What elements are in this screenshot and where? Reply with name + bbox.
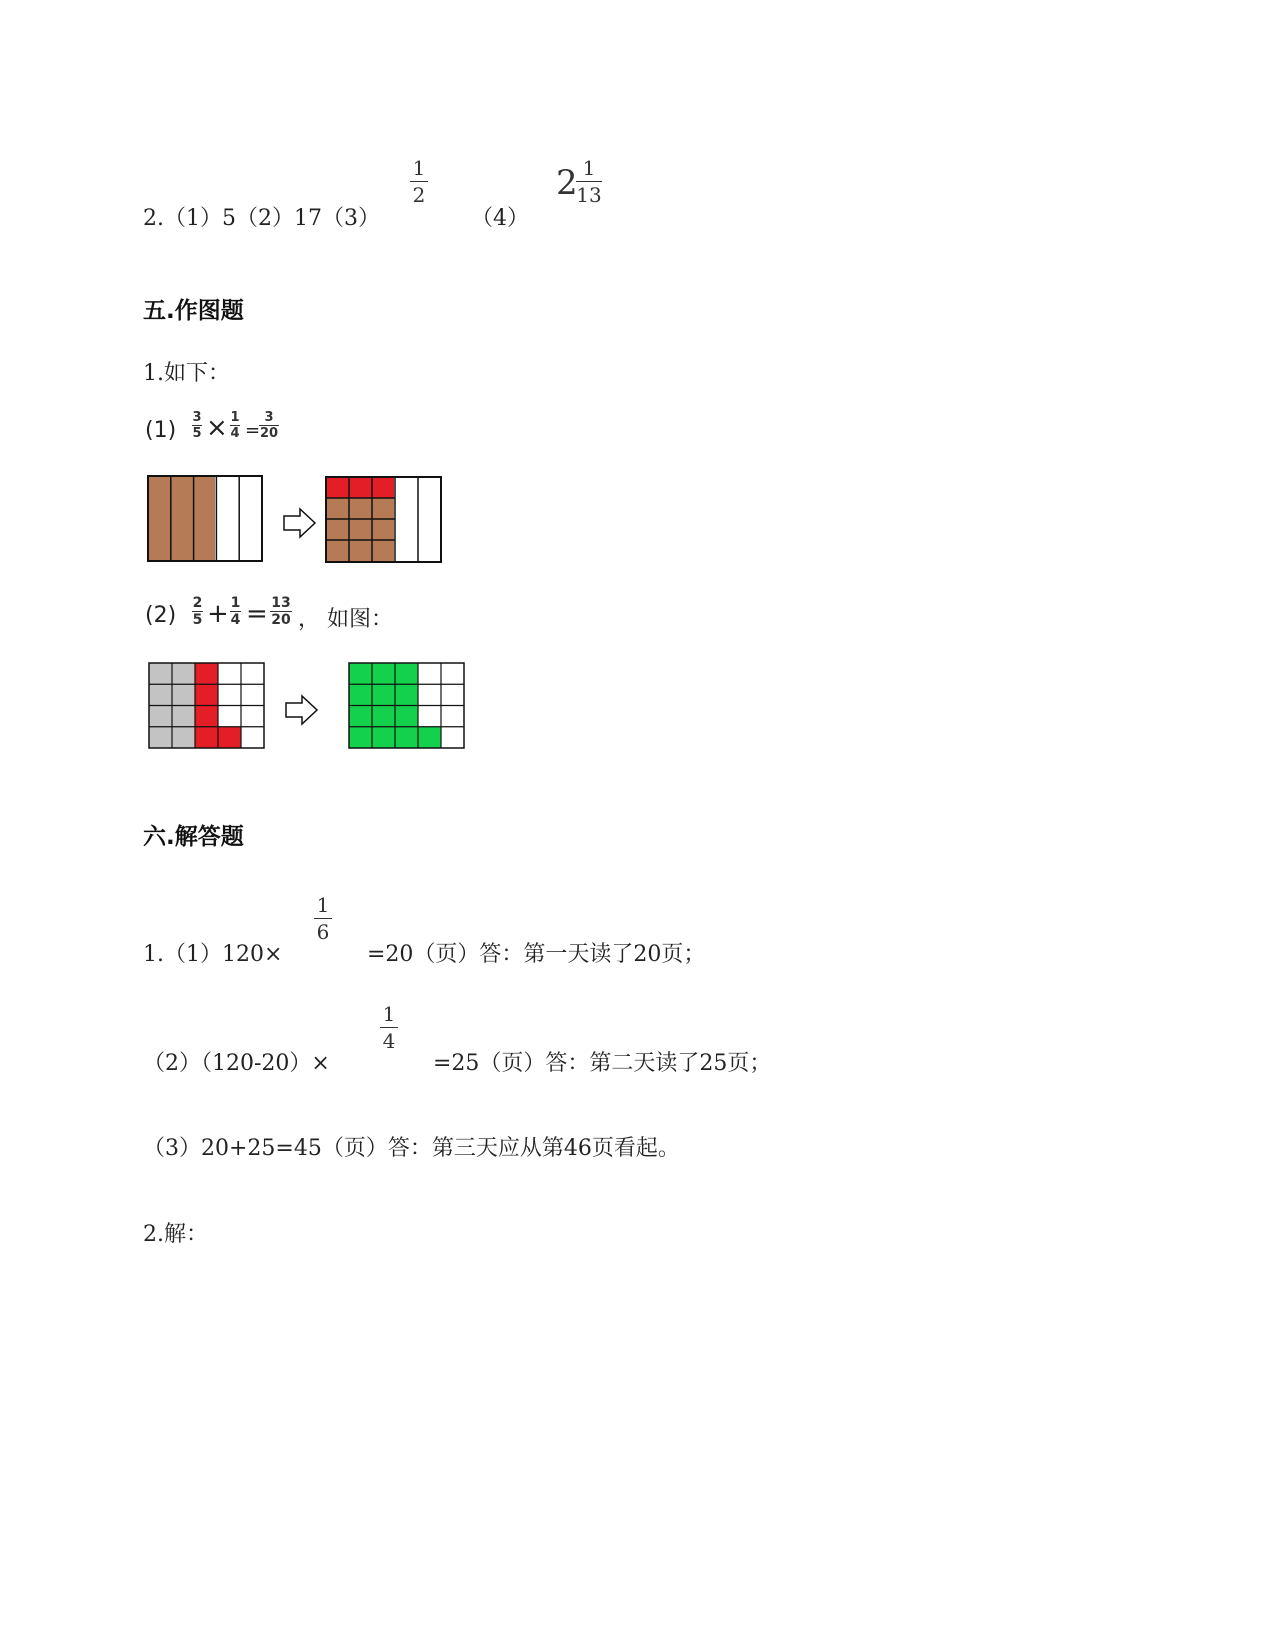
- fraction-bar: [380, 1027, 398, 1028]
- s6-line2-fraction: [380, 1004, 398, 1051]
- part1-operator: ×: [206, 413, 228, 443]
- part2-diagram-after: [348, 662, 465, 749]
- s6-item2: 2.解：: [143, 1222, 208, 1247]
- fraction-denominator: 5: [192, 612, 203, 628]
- part1-frac-b: [230, 411, 240, 440]
- q2-mixed-fraction: [576, 158, 602, 205]
- part2-operator: +: [207, 599, 229, 629]
- part2-frac-result: [270, 596, 292, 627]
- fraction-numerator: 3: [192, 410, 202, 425]
- part2-frac-a: [192, 596, 203, 627]
- fraction-numerator: 13: [271, 595, 291, 611]
- part2-tail: ， 如图：: [298, 607, 393, 632]
- fraction-denominator: 20: [259, 426, 279, 441]
- part1-frac-a: [192, 411, 202, 440]
- part1-label: (1): [145, 418, 177, 443]
- q2-fraction-3: [410, 158, 428, 205]
- fraction-bar: [576, 181, 602, 182]
- s6-line1-prefix: 1.（1）120×: [143, 942, 283, 967]
- fraction-denominator: 2: [412, 183, 426, 207]
- fraction-numerator: 1: [582, 156, 596, 180]
- fraction-denominator: 6: [316, 920, 330, 944]
- fraction-denominator: 5: [192, 426, 202, 441]
- part1-diagram-before: [147, 475, 263, 562]
- fraction-denominator: 20: [271, 612, 291, 628]
- arrow-icon: [283, 508, 317, 538]
- q2-mixed-whole: 2: [556, 163, 578, 203]
- part1-diagram-after: [325, 476, 442, 563]
- part2-diagram-before: [148, 662, 265, 749]
- shaded-red-cell: [218, 727, 241, 748]
- fraction-numerator: 3: [264, 410, 274, 425]
- s6-line3: （3）20+25=45（页）答：第三天应从第46页看起。: [143, 1136, 680, 1161]
- fraction-numerator: 2: [192, 595, 203, 611]
- q2-label-4: （4）: [471, 206, 529, 231]
- section5-item1: 1.如下：: [143, 361, 230, 386]
- s6-line1-fraction: [314, 895, 332, 942]
- fraction-numerator: 1: [230, 410, 240, 425]
- part2-equals: =: [246, 599, 268, 629]
- fraction-numerator: 1: [230, 595, 241, 611]
- part1-equals: =: [245, 420, 261, 441]
- section5-title: 五.作图题: [143, 298, 244, 324]
- s6-line2-suffix: =25（页）答：第二天读了25页；: [433, 1051, 772, 1076]
- fraction-bar: [410, 181, 428, 182]
- shaded-fifths: [148, 476, 215, 561]
- s6-line2-prefix: （2）（120-20）×: [143, 1051, 330, 1076]
- part2-frac-b: [230, 596, 241, 627]
- fraction-numerator: 1: [316, 893, 330, 917]
- s6-line1-suffix: =20（页）答：第一天读了20页；: [367, 942, 706, 967]
- fraction-denominator: 13: [576, 183, 602, 207]
- q2-prefix: 2.（1）5（2）17（3）: [143, 206, 380, 231]
- fraction-numerator: 1: [412, 156, 426, 180]
- shaded-green-cell: [418, 727, 441, 748]
- fraction-numerator: 1: [382, 1002, 396, 1026]
- fraction-bar: [314, 918, 332, 919]
- shaded-red: [326, 477, 394, 498]
- arrow-icon: [285, 695, 319, 725]
- section6-title: 六.解答题: [143, 824, 244, 850]
- fraction-denominator: 4: [230, 612, 241, 628]
- part1-frac-result: [259, 411, 279, 440]
- part2-label: (2): [145, 603, 177, 628]
- fraction-denominator: 4: [382, 1029, 396, 1053]
- fraction-denominator: 4: [230, 426, 240, 441]
